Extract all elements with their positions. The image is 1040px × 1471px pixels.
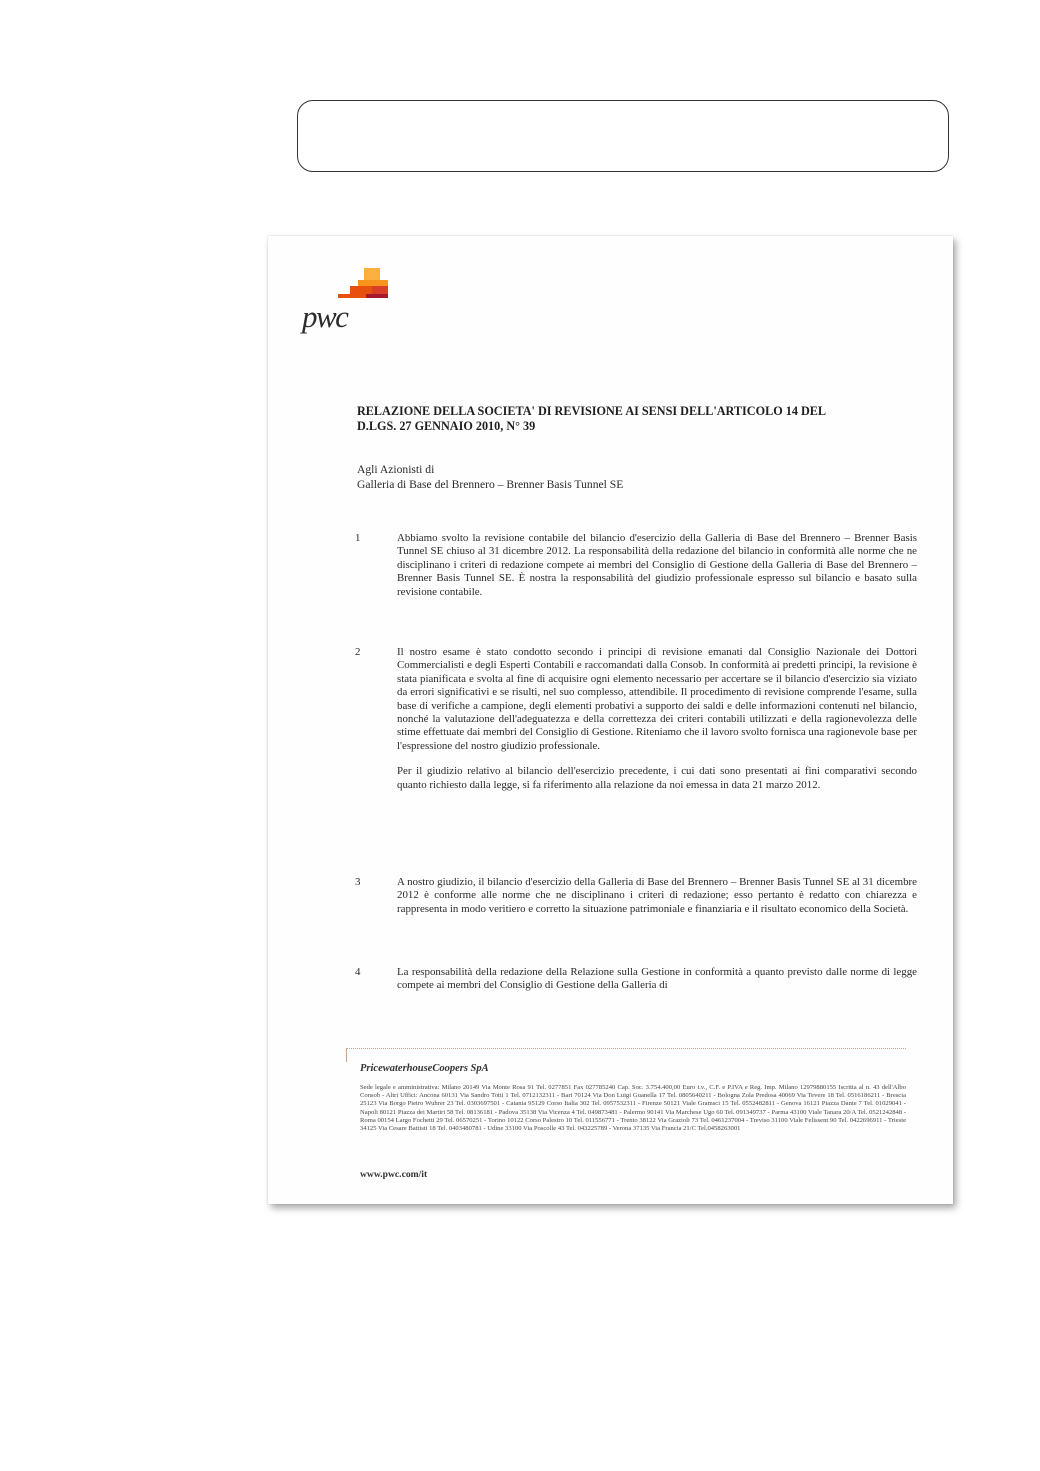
paragraph-text: Il nostro esame è stato condotto secondo i principi di revisione emanati dal Consiglio Nazionale dei Dottori Commercialisti e degli Esperti Contabili e raccomandati dalla Consob. In conformità ai predetti principi, la revisione è stata pianificata e svolta al fine di acquisire ogni elemento necessario per accertare se il bilancio d'esercizio sia viziato da errori significativi e se risulti, nel suo complesso, attendibile. Il procedimento di revisione comprende l'esame, sulla base di verifiche a campione, degli elementi probativi a supporto dei saldi e delle informazioni contenuti nel bilancio, nonché la valutazione dell'adeguatezza e della correttezza dei criteri contabili utilizzati e della ragionevolezza delle stime effettuate dai membri del Consiglio di Gestione. Riteniamo che il lavoro svolto fornisca una ragionevole base per l'espressione del nostro giudizio professionale. <box>397 646 917 752</box>
pwc-wordmark: pwc <box>302 299 348 334</box>
addressee-line: Galleria di Base del Brennero – Brenner Basis Tunnel SE <box>357 478 624 491</box>
footer-website-link[interactable]: www.pwc.com/it <box>360 1169 428 1180</box>
report-title <box>357 404 877 434</box>
pwc-logo <box>302 268 392 338</box>
paragraph-body <box>397 966 917 993</box>
scanned-report-page <box>268 236 953 1204</box>
paragraph-text: A nostro giudizio, il bilancio d'esercizio della Galleria di Base del Brennero – Brenner Basis Tunnel SE al 31 dicembre 2012 è conforme alle norme che ne disciplinano i criteri di redazione; esso pertanto è redatto con chiarezza e rappresenta in modo veritiero e corretto la situazione patrimoniale e finanziaria e il risultato economico della Società. <box>397 876 917 915</box>
paragraph-text: Abbiamo svolto la revisione contabile del bilancio d'esercizio della Galleria di Base del Brennero – Brenner Basis Tunnel SE chiuso al 31 dicembre 2012. La responsabilità della redazione del bilancio in conformità alle norme che ne disciplinano i criteri di redazione compete ai membri del Consiglio di Gestione della Galleria di Base del Brennero – Brenner Basis Tunnel SE. È nostra la responsabilità del giudizio professionale espresso sul bilancio e basato sulla revisione contabile. <box>397 532 917 598</box>
report-title-line: RELAZIONE DELLA SOCIETA' DI REVISIONE AI SENSI DELL'ARTICOLO 14 DEL <box>357 404 827 418</box>
paragraph-number: 3 <box>355 876 361 888</box>
paragraph-number: 2 <box>355 646 361 658</box>
paragraph-number: 4 <box>355 966 361 978</box>
footer-divider <box>346 1048 906 1062</box>
footer-company-name: PricewaterhouseCoopers SpA <box>360 1063 489 1074</box>
paragraph-body <box>397 646 917 792</box>
footer-office-addresses: Sede legale e amministrativa: Milano 20149 Via Monte Rosa 91 Tel. 0277851 Fax 027785240 Cap. Soc. 3.754.400,00 Euro i.v., C.F. e P.IVA e Reg. Imp. Milano 12979880155 Iscritta al n. 43 dell'Albo Consob - Altri Uffici: Ancona 60131 Via Sandro Totti 1 Tel. 0712132311 - Bari 70124 Via Don Luigi Guanella 17 Tel. 0805640211 - Bologna Zola Predosa 40069 Via Tevere 18 Tel. 0516186211 - Brescia 25123 Via Borgo Pietro Wuhrer 23 Tel. 0303697501 - Catania 95129 Corso Italia 302 Tel. 0957532311 - Firenze 50121 Viale Gramsci 15 Tel. 0552482811 - Genova 16121 Piazza Dante 7 Tel. 01029041 - Napoli 80121 Piazza dei Martiri 58 Tel. 08136181 - Padova 35138 Via Vicenza 4 Tel. 049873481 - Palermo 90141 Via Marchese Ugo 60 Tel. 091349737 - Parma 43100 Viale Tanara 20/A Tel. 0521242848 - Roma 00154 Largo Fochetti 29 Tel. 06570251 - Torino 10122 Corso Palestro 10 Tel. 011556771 - Trento 38122 Via Grazioli 73 Tel. 0461237004 - Treviso 31100 Viale Felissent 90 Tel. 0422696911 - Trieste 34125 Via Cesare Battisti 18 Tel. 0403480781 - Udine 33100 Via Poscolle 43 Tel. 043225789 - Verona 37135 Via Francia 21/C Tel.0458263001 <box>360 1084 906 1133</box>
paragraph-body <box>397 532 917 599</box>
paragraph-body <box>397 876 917 916</box>
paragraph-text: La responsabilità della redazione della Relazione sulla Gestione in conformità a quanto previsto dalle norme di legge compete ai membri del Consiglio di Gestione della Galleria di <box>397 966 917 992</box>
addressee-line: Agli Azionisti di <box>357 463 435 476</box>
report-title-line: D.LGS. 27 GENNAIO 2010, N° 39 <box>357 419 536 433</box>
header-box <box>297 100 949 172</box>
addressee <box>357 462 623 492</box>
paragraph-text: Per il giudizio relativo al bilancio dell'esercizio precedente, i cui dati sono presentati ai fini comparativi secondo quanto richiesto dalla legge, si fa riferimento alla relazione da noi emessa in data 21 marzo 2012. <box>397 765 917 791</box>
paragraph-number: 1 <box>355 532 361 544</box>
